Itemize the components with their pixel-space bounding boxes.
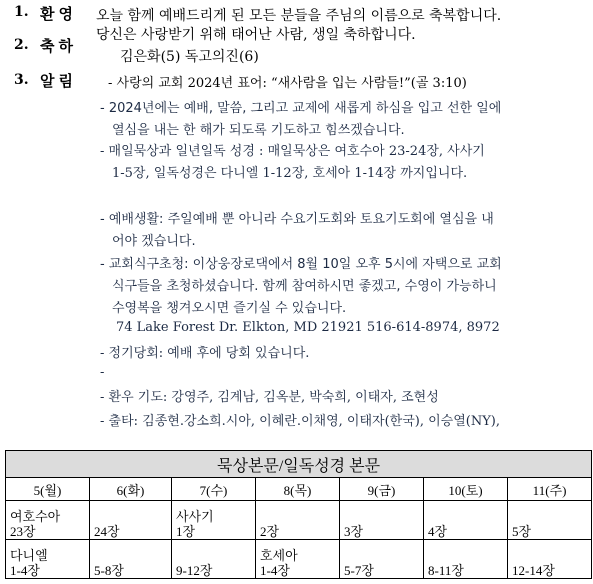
day-header: 5(월) <box>6 478 90 501</box>
table-cell: 3장 <box>340 501 424 540</box>
section-title-celebration: 축하 <box>40 37 77 55</box>
table-cell: 호세아 1-4장 <box>256 540 340 579</box>
table-cell: 24장 <box>90 501 172 540</box>
day-header: 9(금) <box>340 478 424 501</box>
table-cell: 2장 <box>256 501 340 540</box>
table-cell: 5-7장 <box>340 540 424 579</box>
table-cell: 사사기 1장 <box>172 501 256 540</box>
table-cell: 9-12장 <box>172 540 256 579</box>
day-header: 8(목) <box>256 478 340 501</box>
announcement-motto: - 사랑의 교회 2024년 표어: “새사람을 입는 사람들!”(골 3:10) <box>108 76 467 91</box>
table-cell: 여호수아 23장 <box>6 501 90 540</box>
announcement-invite-line2: 식구들을 초청하셨습니다. 함께 참여하시면 좋겠고, 수영이 가능하니 <box>112 279 497 294</box>
birthday-text: 당신은 사랑받기 위해 태어난 사람, 생일 축하합니다. <box>96 27 416 43</box>
table-cell: 5장 <box>508 501 592 540</box>
table-cell: 12-14장 <box>508 540 592 579</box>
section-number-1: 1. <box>14 4 29 20</box>
day-header: 6(화) <box>90 478 172 501</box>
announcement-empty: - <box>100 365 105 380</box>
table-row <box>6 501 592 540</box>
table-cell: 5-8장 <box>90 540 172 579</box>
day-header: 7(수) <box>172 478 256 501</box>
section-number-2: 2. <box>14 37 29 53</box>
section-title-announcements: 알림 <box>40 72 77 90</box>
announcement-prayer: - 환우 기도: 강영주, 김계남, 김옥분, 박숙희, 이태자, 조현성 <box>100 390 439 405</box>
announcement-reading-line1: - 매일묵상과 일년일독 성경 : 매일묵상은 여호수아 23-24장, 사사기 <box>100 144 485 159</box>
table-header-row <box>6 478 592 501</box>
table-cell: 8-11장 <box>424 540 508 579</box>
announcement-session: - 정기당회: 예배 후에 당회 있습니다. <box>100 346 310 361</box>
announcement-2024-line1: - 2024년에는 예배, 말씀, 그리고 교제에 새롭게 하심을 입고 선한 일에 <box>100 101 502 116</box>
table-caption: 묵상본문/일독성경 본문 <box>6 451 592 478</box>
birthday-names: 김은화(5) 독고의진(6) <box>120 49 259 65</box>
announcement-worship-line1: - 예배생활: 주일예배 뿐 아니라 수요기도회와 토요기도회에 열심을 내 <box>100 212 494 227</box>
announcement-invite-address: 74 Lake Forest Dr. Elkton, MD 21921 516-614-8974, 8972 <box>116 320 500 335</box>
table-cell: 다니엘 1-4장 <box>6 540 90 579</box>
reading-table <box>5 450 592 579</box>
announcement-invite-line3: 수영복을 챙겨오시면 즐기실 수 있습니다. <box>112 301 347 316</box>
announcement-worship-line2: 어야 겠습니다. <box>112 234 196 249</box>
section-title-welcome: 환영 <box>40 5 77 23</box>
table-cell: 4장 <box>424 501 508 540</box>
announcement-2024-line2: 열심을 내는 한 해가 되도록 기도하고 힘쓰겠습니다. <box>112 123 405 138</box>
day-header: 11(주) <box>508 478 592 501</box>
section-number-3: 3. <box>14 72 29 88</box>
welcome-text: 오늘 함께 예배드리게 된 모든 분들을 주님의 이름으로 축복합니다. <box>96 8 502 24</box>
announcement-reading-line2: 1-5장, 일독성경은 다니엘 1-12장, 호세아 1-14장 까지입니다. <box>112 166 468 181</box>
table-row <box>6 540 592 579</box>
day-header: 10(토) <box>424 478 508 501</box>
announcement-invite-line1: - 교회식구초청: 이상웅장로댁에서 8월 10일 오후 5시에 자택으로 교회 <box>100 257 502 272</box>
announcement-away: - 출타: 김종현.강소희.시아, 이혜란.이채영, 이태자(한국), 이승열(NY), <box>100 414 500 429</box>
